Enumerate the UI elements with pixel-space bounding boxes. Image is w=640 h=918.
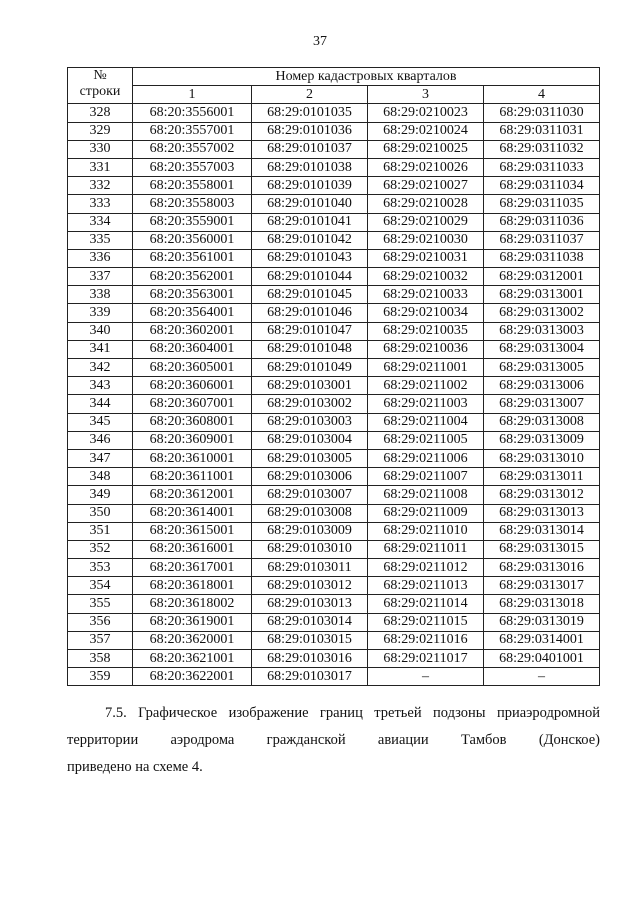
- cadastral-number-cell: 68:20:3556001: [133, 104, 252, 122]
- row-number-cell: 342: [68, 359, 133, 377]
- row-number-cell: 357: [68, 631, 133, 649]
- cadastral-number-cell: 68:29:0103002: [252, 395, 368, 413]
- cadastral-number-cell: 68:29:0210026: [368, 158, 484, 176]
- row-number-cell: 353: [68, 559, 133, 577]
- cadastral-number-cell: 68:29:0210034: [368, 304, 484, 322]
- table-row: [68, 177, 600, 195]
- cadastral-number-cell: 68:29:0314001: [484, 631, 600, 649]
- table-row: [68, 413, 600, 431]
- cadastral-number-cell: 68:29:0101041: [252, 213, 368, 231]
- cadastral-number-cell: 68:20:3621001: [133, 650, 252, 668]
- cadastral-number-cell: 68:29:0103012: [252, 577, 368, 595]
- page-number: 37: [313, 34, 327, 49]
- cadastral-number-cell: 68:20:3622001: [133, 668, 252, 686]
- cadastral-number-cell: 68:20:3618002: [133, 595, 252, 613]
- cadastral-quarters-table: [67, 67, 600, 686]
- cadastral-number-cell: –: [484, 668, 600, 686]
- table-row: [68, 104, 600, 122]
- cadastral-number-cell: 68:29:0101045: [252, 286, 368, 304]
- cadastral-number-cell: –: [368, 668, 484, 686]
- cadastral-number-cell: 68:29:0101048: [252, 340, 368, 358]
- table-row: [68, 322, 600, 340]
- cadastral-number-cell: 68:29:0211004: [368, 413, 484, 431]
- paragraph-line-2: территории аэродрома гражданской авиации Тамбов (Донское): [67, 732, 600, 748]
- table-row: [68, 668, 600, 686]
- table-row: [68, 577, 600, 595]
- row-number-cell: 338: [68, 286, 133, 304]
- cadastral-number-cell: 68:29:0103015: [252, 631, 368, 649]
- cadastral-number-cell: 68:29:0313010: [484, 449, 600, 467]
- cadastral-number-cell: 68:29:0311034: [484, 177, 600, 195]
- table-body: [68, 104, 600, 686]
- table-row: [68, 486, 600, 504]
- row-number-cell: 351: [68, 522, 133, 540]
- table-row: [68, 540, 600, 558]
- cadastral-number-cell: 68:29:0313003: [484, 322, 600, 340]
- cadastral-number-cell: 68:29:0103016: [252, 650, 368, 668]
- table-row: [68, 468, 600, 486]
- row-number-cell: 336: [68, 249, 133, 267]
- cadastral-number-cell: 68:29:0210033: [368, 286, 484, 304]
- cadastral-number-cell: 68:29:0211011: [368, 540, 484, 558]
- cadastral-number-cell: 68:20:3602001: [133, 322, 252, 340]
- cadastral-number-cell: 68:29:0211010: [368, 522, 484, 540]
- table-row: [68, 431, 600, 449]
- table-row: [68, 231, 600, 249]
- cadastral-number-cell: 68:20:3608001: [133, 413, 252, 431]
- paragraph-line-3: приведено на схеме 4.: [67, 759, 203, 775]
- row-number-cell: 344: [68, 395, 133, 413]
- row-number-cell: 339: [68, 304, 133, 322]
- cadastral-number-cell: 68:29:0313012: [484, 486, 600, 504]
- cadastral-number-cell: 68:20:3606001: [133, 377, 252, 395]
- cadastral-number-cell: 68:29:0101044: [252, 268, 368, 286]
- cadastral-number-cell: 68:20:3558001: [133, 177, 252, 195]
- cadastral-number-cell: 68:29:0313016: [484, 559, 600, 577]
- table-row: [68, 650, 600, 668]
- cadastral-number-cell: 68:29:0313019: [484, 613, 600, 631]
- cadastral-number-cell: 68:29:0312001: [484, 268, 600, 286]
- cadastral-number-cell: 68:29:0210031: [368, 249, 484, 267]
- cadastral-number-cell: 68:29:0211013: [368, 577, 484, 595]
- cadastral-number-cell: 68:29:0210028: [368, 195, 484, 213]
- cadastral-number-cell: 68:29:0103007: [252, 486, 368, 504]
- row-number-cell: 331: [68, 158, 133, 176]
- cadastral-number-cell: 68:29:0313001: [484, 286, 600, 304]
- cadastral-number-cell: 68:29:0210030: [368, 231, 484, 249]
- row-number-cell: 359: [68, 668, 133, 686]
- row-number-cell: 358: [68, 650, 133, 668]
- cadastral-number-cell: 68:29:0211002: [368, 377, 484, 395]
- cadastral-number-cell: 68:29:0401001: [484, 650, 600, 668]
- cadastral-number-cell: 68:29:0311031: [484, 122, 600, 140]
- cadastral-number-cell: 68:20:3605001: [133, 359, 252, 377]
- section-paragraph: [67, 700, 600, 781]
- cadastral-number-cell: 68:29:0101043: [252, 249, 368, 267]
- cadastral-number-cell: 68:29:0103017: [252, 668, 368, 686]
- cadastral-number-cell: 68:20:3620001: [133, 631, 252, 649]
- cadastral-number-cell: 68:29:0101042: [252, 231, 368, 249]
- cadastral-number-cell: 68:29:0103011: [252, 559, 368, 577]
- cadastral-number-cell: 68:20:3604001: [133, 340, 252, 358]
- table-row: [68, 522, 600, 540]
- cadastral-number-cell: 68:29:0313002: [484, 304, 600, 322]
- table-row: [68, 340, 600, 358]
- cadastral-number-cell: 68:29:0103004: [252, 431, 368, 449]
- cadastral-number-cell: 68:29:0101040: [252, 195, 368, 213]
- column-number-2: 2: [252, 86, 368, 104]
- row-number-cell: 333: [68, 195, 133, 213]
- cadastral-number-cell: 68:29:0210023: [368, 104, 484, 122]
- cadastral-number-cell: 68:29:0103013: [252, 595, 368, 613]
- cadastral-number-cell: 68:20:3561001: [133, 249, 252, 267]
- row-number-cell: 349: [68, 486, 133, 504]
- table-row: [68, 249, 600, 267]
- table-row: [68, 286, 600, 304]
- column-number-3: 3: [368, 86, 484, 104]
- table-row: [68, 449, 600, 467]
- cadastral-number-cell: 68:29:0211005: [368, 431, 484, 449]
- table-row: [68, 395, 600, 413]
- cadastral-number-cell: 68:29:0210024: [368, 122, 484, 140]
- cadastral-number-cell: 68:20:3609001: [133, 431, 252, 449]
- row-number-cell: 330: [68, 140, 133, 158]
- cadastral-number-cell: 68:29:0211014: [368, 595, 484, 613]
- cadastral-number-cell: 68:20:3619001: [133, 613, 252, 631]
- row-number-cell: 352: [68, 540, 133, 558]
- cadastral-number-cell: 68:20:3616001: [133, 540, 252, 558]
- column-number-4: 4: [484, 86, 600, 104]
- table-header: [68, 68, 600, 104]
- cadastral-number-cell: 68:29:0101037: [252, 140, 368, 158]
- cadastral-number-cell: 68:29:0211006: [368, 449, 484, 467]
- table-row: [68, 213, 600, 231]
- cadastral-number-cell: 68:20:3611001: [133, 468, 252, 486]
- cadastral-number-cell: 68:29:0313011: [484, 468, 600, 486]
- cadastral-number-cell: 68:29:0211008: [368, 486, 484, 504]
- cadastral-number-cell: 68:29:0211001: [368, 359, 484, 377]
- cadastral-number-cell: 68:29:0313015: [484, 540, 600, 558]
- row-number-cell: 335: [68, 231, 133, 249]
- cadastral-number-cell: 68:29:0101049: [252, 359, 368, 377]
- cadastral-number-cell: 68:29:0101036: [252, 122, 368, 140]
- cadastral-number-cell: 68:29:0103005: [252, 449, 368, 467]
- cadastral-number-cell: 68:29:0103001: [252, 377, 368, 395]
- cadastral-number-cell: 68:29:0210029: [368, 213, 484, 231]
- cadastral-number-cell: 68:29:0311030: [484, 104, 600, 122]
- cadastral-number-cell: 68:29:0311036: [484, 213, 600, 231]
- cadastral-number-cell: 68:29:0210025: [368, 140, 484, 158]
- table-row: [68, 359, 600, 377]
- cadastral-number-cell: 68:29:0210027: [368, 177, 484, 195]
- table-row: [68, 122, 600, 140]
- table-row: [68, 595, 600, 613]
- cadastral-number-cell: 68:20:3562001: [133, 268, 252, 286]
- cadastral-number-cell: 68:29:0211016: [368, 631, 484, 649]
- row-number-cell: 355: [68, 595, 133, 613]
- cadastral-number-cell: 68:29:0101039: [252, 177, 368, 195]
- cadastral-number-cell: 68:29:0311038: [484, 249, 600, 267]
- row-number-cell: 334: [68, 213, 133, 231]
- cadastral-number-cell: 68:29:0211009: [368, 504, 484, 522]
- table-row: [68, 631, 600, 649]
- row-number-cell: 346: [68, 431, 133, 449]
- cadastral-number-cell: 68:29:0103006: [252, 468, 368, 486]
- cadastral-number-cell: 68:20:3560001: [133, 231, 252, 249]
- cadastral-number-cell: 68:20:3612001: [133, 486, 252, 504]
- cadastral-number-cell: 68:29:0101046: [252, 304, 368, 322]
- row-number-cell: 328: [68, 104, 133, 122]
- cadastral-number-cell: 68:29:0103003: [252, 413, 368, 431]
- cadastral-number-cell: 68:29:0311032: [484, 140, 600, 158]
- cadastral-number-cell: 68:29:0311037: [484, 231, 600, 249]
- row-number-cell: 329: [68, 122, 133, 140]
- cadastral-number-cell: 68:29:0313013: [484, 504, 600, 522]
- cadastral-number-cell: 68:29:0313007: [484, 395, 600, 413]
- cadastral-number-cell: 68:29:0103014: [252, 613, 368, 631]
- cadastral-number-cell: 68:29:0211007: [368, 468, 484, 486]
- cadastral-number-cell: 68:29:0313008: [484, 413, 600, 431]
- cadastral-number-cell: 68:20:3557003: [133, 158, 252, 176]
- cadastral-number-cell: 68:20:3614001: [133, 504, 252, 522]
- cadastral-number-cell: 68:29:0211015: [368, 613, 484, 631]
- cadastral-number-cell: 68:29:0210036: [368, 340, 484, 358]
- row-number-cell: 332: [68, 177, 133, 195]
- cadastral-number-cell: 68:20:3564001: [133, 304, 252, 322]
- cadastral-number-cell: 68:29:0313005: [484, 359, 600, 377]
- row-number-cell: 341: [68, 340, 133, 358]
- cadastral-number-cell: 68:29:0313006: [484, 377, 600, 395]
- table-row: [68, 504, 600, 522]
- row-number-cell: 345: [68, 413, 133, 431]
- cadastral-number-cell: 68:20:3558003: [133, 195, 252, 213]
- paragraph-line-1: 7.5. Графическое изображение границ третьей подзоны приаэродромной: [105, 705, 600, 721]
- table-row: [68, 140, 600, 158]
- table-row: [68, 158, 600, 176]
- cadastral-number-cell: 68:29:0313009: [484, 431, 600, 449]
- cadastral-number-cell: 68:29:0313018: [484, 595, 600, 613]
- row-number-header-symbol: №: [93, 68, 107, 83]
- cadastral-number-cell: 68:29:0210035: [368, 322, 484, 340]
- cadastral-number-cell: 68:29:0313004: [484, 340, 600, 358]
- row-number-cell: 337: [68, 268, 133, 286]
- cadastral-number-cell: 68:20:3557001: [133, 122, 252, 140]
- cadastral-number-cell: 68:29:0211017: [368, 650, 484, 668]
- cadastral-number-cell: 68:20:3557002: [133, 140, 252, 158]
- cadastral-number-cell: 68:29:0210032: [368, 268, 484, 286]
- row-number-cell: 347: [68, 449, 133, 467]
- row-number-cell: 340: [68, 322, 133, 340]
- cadastral-number-cell: 68:29:0311035: [484, 195, 600, 213]
- cadastral-number-cell: 68:29:0103009: [252, 522, 368, 540]
- cadastral-group-header: Номер кадастровых кварталов: [133, 68, 600, 86]
- cadastral-number-cell: 68:20:3610001: [133, 449, 252, 467]
- cadastral-number-cell: 68:20:3617001: [133, 559, 252, 577]
- cadastral-number-cell: 68:29:0211012: [368, 559, 484, 577]
- cadastral-number-cell: 68:20:3563001: [133, 286, 252, 304]
- table-row: [68, 304, 600, 322]
- table-row: [68, 377, 600, 395]
- row-number-cell: 350: [68, 504, 133, 522]
- table-row: [68, 613, 600, 631]
- row-number-cell: 354: [68, 577, 133, 595]
- cadastral-number-cell: 68:29:0313017: [484, 577, 600, 595]
- cadastral-number-cell: 68:20:3618001: [133, 577, 252, 595]
- row-number-header: [68, 68, 133, 104]
- column-number-1: 1: [133, 86, 252, 104]
- row-number-header-label: строки: [79, 84, 121, 99]
- cadastral-number-cell: 68:29:0313014: [484, 522, 600, 540]
- cadastral-number-cell: 68:29:0101035: [252, 104, 368, 122]
- cadastral-number-cell: 68:20:3559001: [133, 213, 252, 231]
- cadastral-number-cell: 68:29:0101047: [252, 322, 368, 340]
- cadastral-number-cell: 68:29:0101038: [252, 158, 368, 176]
- cadastral-number-cell: 68:20:3607001: [133, 395, 252, 413]
- table-row: [68, 268, 600, 286]
- cadastral-number-cell: 68:20:3615001: [133, 522, 252, 540]
- table-row: [68, 195, 600, 213]
- row-number-cell: 343: [68, 377, 133, 395]
- row-number-cell: 348: [68, 468, 133, 486]
- cadastral-number-cell: 68:29:0103008: [252, 504, 368, 522]
- table-row: [68, 559, 600, 577]
- cadastral-number-cell: 68:29:0103010: [252, 540, 368, 558]
- cadastral-number-cell: 68:29:0311033: [484, 158, 600, 176]
- row-number-cell: 356: [68, 613, 133, 631]
- cadastral-number-cell: 68:29:0211003: [368, 395, 484, 413]
